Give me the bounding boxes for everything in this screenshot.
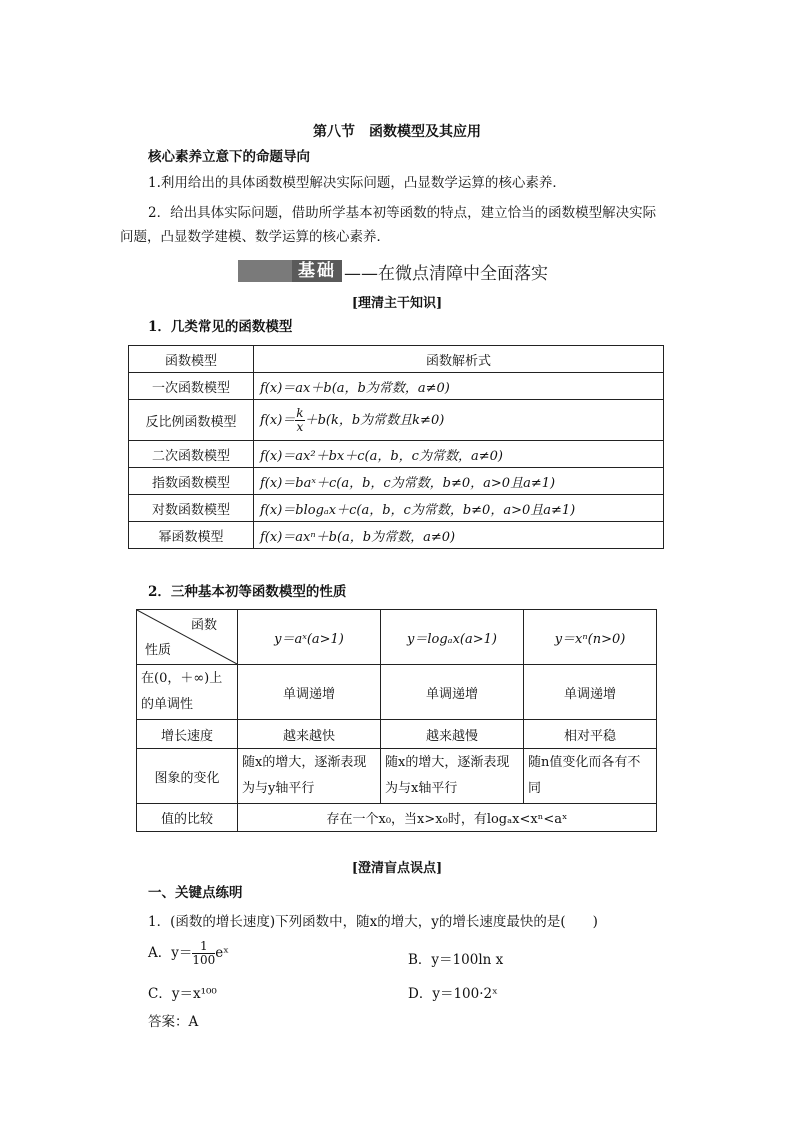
col-header: y＝logₐx(a>1) — [381, 610, 524, 665]
table-cell: 单调递增 — [381, 665, 524, 720]
page-title: 第八节 函数模型及其应用 — [313, 124, 481, 140]
table-row — [137, 804, 657, 832]
table-row — [129, 400, 664, 441]
header-model: 函数模型 — [129, 346, 254, 373]
compare-cell: 存在一个x₀，当x>x₀时，有logₐx<xⁿ<aˣ — [238, 804, 657, 832]
table-row — [129, 441, 664, 468]
table-cell: 随x的增大，逐渐表现为与y轴平行 — [238, 749, 381, 804]
table-row — [129, 373, 664, 400]
row-label: 值的比较 — [137, 804, 238, 832]
part-heading: 一、关键点练明 — [148, 885, 243, 901]
fraction-numerator: k — [296, 405, 304, 420]
option-a-prefix: A．y＝ — [148, 945, 193, 961]
table-row — [129, 522, 664, 549]
row-label: 增长速度 — [137, 720, 238, 749]
banner-label: 基础 — [292, 260, 342, 282]
table-row — [137, 749, 657, 804]
option-a-suffix: eˣ — [215, 945, 230, 961]
model-name: 反比例函数模型 — [129, 400, 254, 441]
corner-top-label: 函数 — [190, 618, 217, 633]
section-banner — [238, 258, 548, 284]
banner-slogan: ——在微点清障中全面落实 — [344, 263, 548, 284]
option-c: C．y＝x¹⁰⁰ — [148, 986, 217, 1002]
model-name: 对数函数模型 — [129, 495, 254, 522]
table-header-row — [137, 610, 657, 665]
model-name: 幂函数模型 — [129, 522, 254, 549]
table-cell: 相对平稳 — [524, 720, 657, 749]
fraction — [295, 407, 304, 434]
model-formula — [254, 400, 664, 441]
table-header-row — [129, 346, 664, 373]
fraction-denominator: x — [296, 419, 304, 434]
table-row — [129, 468, 664, 495]
answer-text: 答案：A — [148, 1014, 199, 1030]
fraction-denominator: 100 — [192, 953, 216, 967]
formula-suffix: ＋b(k，b为常数且k≠0) — [304, 412, 445, 428]
model-formula: f(x)＝baˣ＋c(a，b，c为常数，b≠0，a>0且a≠1) — [254, 468, 664, 495]
row-label: 在(0，＋∞)上的单调性 — [137, 665, 238, 720]
model-formula: f(x)＝axⁿ＋b(a，b为常数，a≠0) — [254, 522, 664, 549]
formula-prefix: f(x)＝ — [260, 412, 296, 428]
header-formula: 函数解析式 — [254, 346, 664, 373]
sub2-heading: 2．三种基本初等函数模型的性质 — [148, 584, 347, 600]
option-b: B．y＝100ln x — [408, 952, 504, 968]
row-label: 图象的变化 — [137, 749, 238, 804]
table-row — [137, 665, 657, 720]
point-2: 2．给出具体实际问题，借助所学基本初等函数的特点，建立恰当的函数模型解决实际 — [148, 205, 657, 221]
model-name: 一次函数模型 — [129, 373, 254, 400]
point-2-cont: 问题，凸显数学建模、数学运算的核心素养． — [120, 229, 390, 245]
table-cell: 单调递增 — [238, 665, 381, 720]
point-1: 1.利用给出的具体函数模型解决实际问题，凸显数学运算的核心素养． — [148, 175, 566, 191]
section1-head: [理清主干知识] — [351, 296, 443, 311]
table-cell: 随n值变化而各有不同 — [524, 749, 657, 804]
col-header: y＝aˣ(a>1) — [238, 610, 381, 665]
model-formula: f(x)＝ax＋b(a，b为常数，a≠0) — [254, 373, 664, 400]
question-text: 1．(函数的增长速度)下列函数中，随x的增大，y的增长速度最快的是( ) — [148, 914, 598, 930]
diagonal-header-cell — [137, 610, 238, 665]
core-heading: 核心素养立意下的命题导向 — [148, 149, 310, 165]
table-cell: 越来越慢 — [381, 720, 524, 749]
col-header: y＝xⁿ(n>0) — [524, 610, 657, 665]
table-row — [129, 495, 664, 522]
model-formula: f(x)＝blogₐx＋c(a，b，c为常数，b≠0，a>0且a≠1) — [254, 495, 664, 522]
section2-head: [澄清盲点误点] — [351, 861, 443, 876]
table-cell: 越来越快 — [238, 720, 381, 749]
fraction-numerator: 1 — [192, 940, 215, 954]
properties-table — [136, 609, 657, 832]
model-name: 二次函数模型 — [129, 441, 254, 468]
corner-bottom-label: 性质 — [145, 643, 172, 658]
table-row — [137, 720, 657, 749]
model-formula: f(x)＝ax²＋bx＋c(a，b，c为常数，a≠0) — [254, 441, 664, 468]
table-cell: 随x的增大，逐渐表现为与x轴平行 — [381, 749, 524, 804]
banner-bar — [238, 260, 292, 282]
table-cell: 单调递增 — [524, 665, 657, 720]
option-a — [148, 940, 229, 967]
model-name: 指数函数模型 — [129, 468, 254, 495]
function-models-table — [128, 345, 664, 549]
option-d: D．y＝100·2ˣ — [408, 986, 498, 1002]
fraction — [192, 940, 215, 967]
sub1-heading: 1．几类常见的函数模型 — [148, 319, 293, 335]
